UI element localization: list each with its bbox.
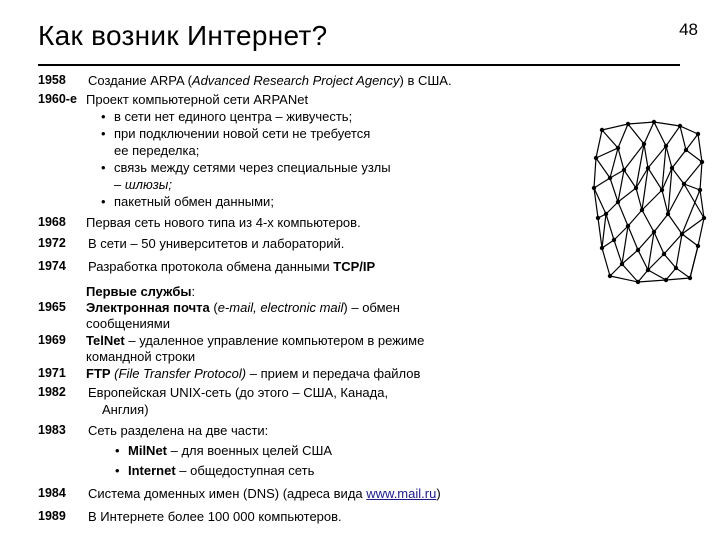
timeline-text: Создание ARPA (Advanced Research Project Agency) в США.: [88, 73, 452, 88]
year-label: 1971: [38, 366, 66, 380]
timeline-text: В сети – 50 университетов и лабораторий.: [88, 236, 345, 251]
page-title: Как возник Интернет?: [38, 20, 328, 51]
year-label: 1968: [38, 215, 66, 229]
year-label: 1982: [38, 385, 66, 399]
timeline-text: Электронная почта (e-mail, electronic mail) – обмен: [86, 300, 400, 315]
timeline-text: Проект компьютерной сети ARPANet: [86, 92, 309, 107]
network-mesh-illustration: [588, 118, 708, 288]
title-divider: [38, 64, 680, 66]
year-label: 1983: [38, 423, 66, 437]
year-label: 1989: [38, 509, 66, 523]
year-label: 1969: [38, 333, 66, 347]
page-number: 48: [679, 20, 698, 39]
timeline-text: Система доменных имен (DNS) (адреса вида www.mail.ru): [88, 486, 441, 501]
example-link[interactable]: www.mail.ru: [366, 486, 437, 501]
timeline-text: Сеть разделена на две части:: [88, 423, 269, 438]
timeline-text: Первая сеть нового типа из 4-х компьютеров.: [86, 215, 361, 230]
timeline-text: Разработка протокола обмена данными TCP/IP: [88, 259, 376, 274]
slide: Как возник Интернет? 48 1958 Создание ARPA (Advanced Research Project Agency) в США. 1960-е Проект компьютерной сети ARPANet • в сети нет единого центра – живучесть; • при подключении новой сети не требуется ее переделка; • связь между сетями через специальные узлы – шлюзы; • пакетный обмен данными; 1968 Первая сеть нового типа из 4-х компьютеров. 1972 В сети – 50 университетов и лабораторий. 1974 Разработка протокола обмена данными TCP/IP Первые службы: 1965 Электронная почта (e-mail, electronic mail) – обмен сообщениями 1969 TelNet – удаленное управление компьютером в режиме командной строки 1971 FTP (File Transfer Protocol) – прием и передача файлов 1982 Европейская UNIX-сеть (до этого – США, Канада, Англия) 1983 Сеть разделена на две части: • MilNet – для военных целей США • Internet – общедоступная сеть 1984 Система доменных имен (DNS) (адреса вида www.mail.ru) 1989 В Интернете более 100 000 компьютеров.: [0, 0, 720, 540]
timeline-text: В Интернете более 100 000 компьютеров.: [88, 509, 342, 524]
year-label: 1965: [38, 300, 66, 314]
timeline-text: Европейская UNIX-сеть (до этого – США, Канада,: [88, 385, 389, 400]
year-label: 1972: [38, 236, 66, 250]
timeline-text: FTP (File Transfer Protocol) – прием и передача файлов: [86, 366, 421, 381]
year-label: 1960-е: [38, 92, 77, 106]
year-label: 1974: [38, 259, 66, 273]
year-label: 1984: [38, 486, 66, 500]
year-label: 1958: [38, 73, 66, 87]
timeline-text: TelNet – удаленное управление компьютером в режиме: [86, 333, 425, 348]
